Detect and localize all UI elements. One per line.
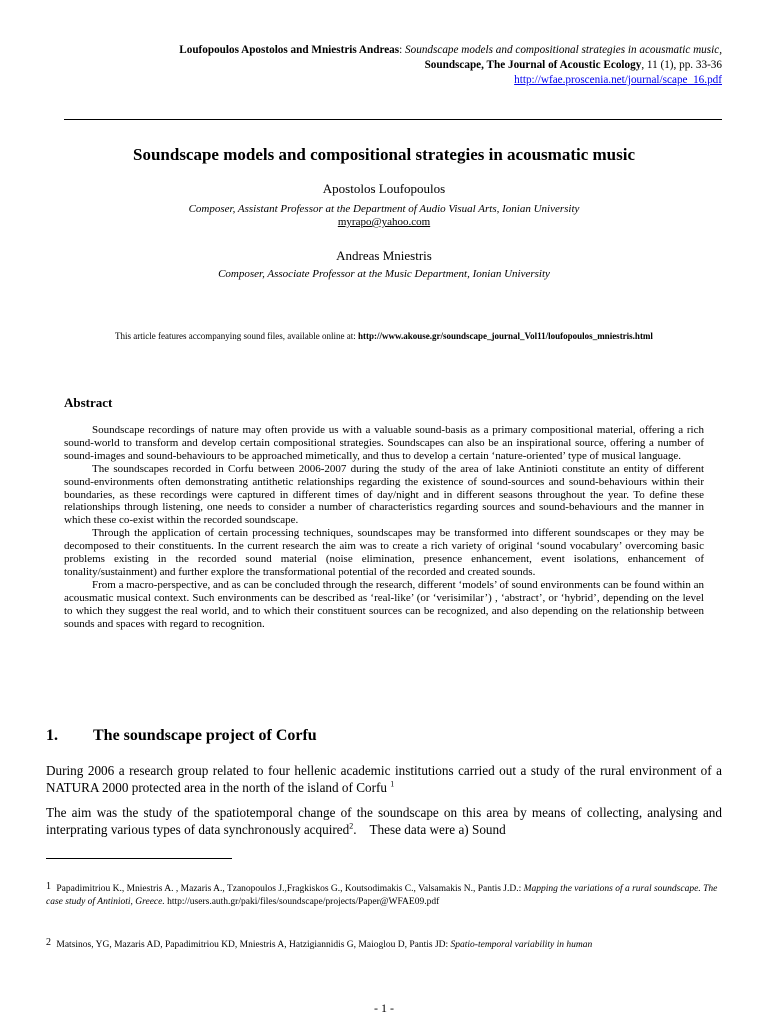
sound-files-note	[0, 331, 768, 341]
body-paragraph	[46, 805, 722, 838]
header-journal: Soundscape, The Journal of Acoustic Ecology	[424, 59, 642, 71]
header-line-1: Loufopoulos Apostolos and Mniestris Andreas: Soundscape models and compositional strategies in acousmatic music,	[179, 44, 722, 56]
author-1	[0, 181, 768, 229]
header-line-2	[179, 58, 722, 73]
sound-files-url-link[interactable]: http://www.akouse.gr/soundscape_journal_Vol11/loufopoulos_mniestris.html	[357, 331, 653, 341]
header-issue: , 11 (1), pp. 33-36	[641, 59, 722, 71]
author-2-name: Andreas Mniestris	[336, 248, 432, 263]
author-1-name: Apostolos Loufopoulos	[322, 181, 446, 196]
abstract-heading: Abstract	[64, 395, 113, 410]
body-paragraph	[46, 763, 722, 796]
header-divider	[64, 119, 722, 120]
footnote-2-title: Spatio-temporal variability in human	[450, 940, 593, 950]
body-paragraph-1-text: During 2006 a research group related to four hellenic academic institutions carried out a study of the rural environment of a NATURA 2000 protected area in the north of the island of Corfu	[46, 763, 722, 795]
footnote-2-authors: Matsinos, YG, Mazaris AD, Papadimitriou KD, Mniestris A, Hatzigiannidis G, Maioglou D, Pantis JD:	[56, 940, 449, 950]
author-2-affiliation: Composer, Associate Professor at the Music Department, Ionian University	[218, 268, 550, 280]
footnote-2-mark: 2	[46, 937, 51, 948]
section-1-number: 1.	[46, 727, 58, 744]
header-url-link[interactable]: http://wfae.proscenia.net/journal/scape_16.pdf	[514, 74, 722, 86]
abstract-paragraph: From a macro-perspective, and as can be concluded through the research, different ‘models’ of sound environments can be found within an acousmatic musical context. Such environments can be described as ‘real-like’ (or ‘verisimilar’) , ‘abstract’, or ‘hybrid’, depending on the level to which they suggest the real world, and to which their constituent sources can be recognized, and also depending on the relationship between sounds and spaces with regard to recognition.	[64, 578, 704, 630]
section-1-body	[46, 763, 722, 847]
body-paragraph-2-tail: . These data were a) Sound	[353, 821, 506, 837]
footnote-ref-2[interactable]: 2	[349, 821, 354, 831]
footnote-1-url-link[interactable]: http://users.auth.gr/paki/files/soundscape/projects/Paper@WFAE09.pdf	[167, 897, 440, 907]
author-1-affiliation: Composer, Assistant Professor at the Department of Audio Visual Arts, Ionian University	[188, 203, 580, 215]
abstract-paragraph: The soundscapes recorded in Corfu between 2006-2007 during the study of the area of lake Antinioti constitute an entity of different sound-environments often demonstrating antithetic relationships regarding the existence of sound-sources and sound-behaviours within their boundaries, as these recordings were captured in different times of day/night and in different seasons throughout the year. To define these relationships through listening, one needs to consider a number of characteristics regarding sources and sound-behaviours and the manner in which these co-exist within the recorded soundscape.	[64, 462, 704, 527]
section-1-title: The soundscape project of Corfu	[93, 727, 317, 744]
abstract-body	[64, 424, 704, 631]
header-line-3	[179, 73, 722, 88]
sound-files-note-text: This article features accompanying sound files, available online at:	[115, 331, 356, 341]
author-1-email-link[interactable]: myrapo@yahoo.com	[337, 216, 431, 228]
running-header	[179, 43, 722, 88]
footnote-divider	[46, 858, 232, 859]
footnote-1-title: Mapping the variations of a rural soundscape. The case study of Antinioti, Greece.	[46, 884, 718, 907]
footnote-1-authors: Papadimitriou K., Mniestris A. , Mazaris A., Tzanopoulos J.,Fragkiskos G., Koutsodimakis C., Valsamakis N., Pantis J.D.:	[56, 884, 522, 894]
footnote-1	[46, 880, 722, 909]
section-1-heading	[46, 727, 317, 745]
body-paragraph-2-text: The aim was the study of the spatiotemporal change of the soundscape on this area by means of collecting, analysing and interprating various types of data synchronously acquired	[46, 805, 722, 837]
abstract-paragraph: Through the application of certain processing techniques, soundscapes may be transformed into different soundscapes or they may be decomposed to their constituents. In the current research the aim was to create a rich variety of original ‘sound vocabulary’ overcoming basic problems existing in the recorded sound material (noise elimination, presence enhancement, event isolations, enhancement of tonality/sustainment) and further explore the transformational potential of the recorded and created sounds.	[64, 527, 704, 578]
header-authors: Loufopoulos Apostolos and Mniestris Andreas	[179, 44, 400, 56]
header-article-title: Soundscape models and compositional strategies in acousmatic music,	[405, 44, 722, 56]
abstract-paragraph: Soundscape recordings of nature may often provide us with a valuable sound-basis as a primary compositional material, offering a rich sound-world to transform and develop certain compositional strategies. Soundscapes can also be an inspirational source, offering a number of sound-images and sound-behaviours to be approached mimetically, and thus to develop a certain ‘nature-oriented’ type of musical language.	[64, 424, 704, 462]
footnote-2	[46, 936, 722, 952]
footnote-1-mark: 1	[46, 881, 51, 892]
author-2	[0, 248, 768, 281]
footnote-ref-1[interactable]: 1	[390, 779, 395, 789]
paper-title: Soundscape models and compositional strategies in acousmatic music	[133, 145, 635, 164]
page-number: - 1 -	[374, 1001, 394, 1015]
